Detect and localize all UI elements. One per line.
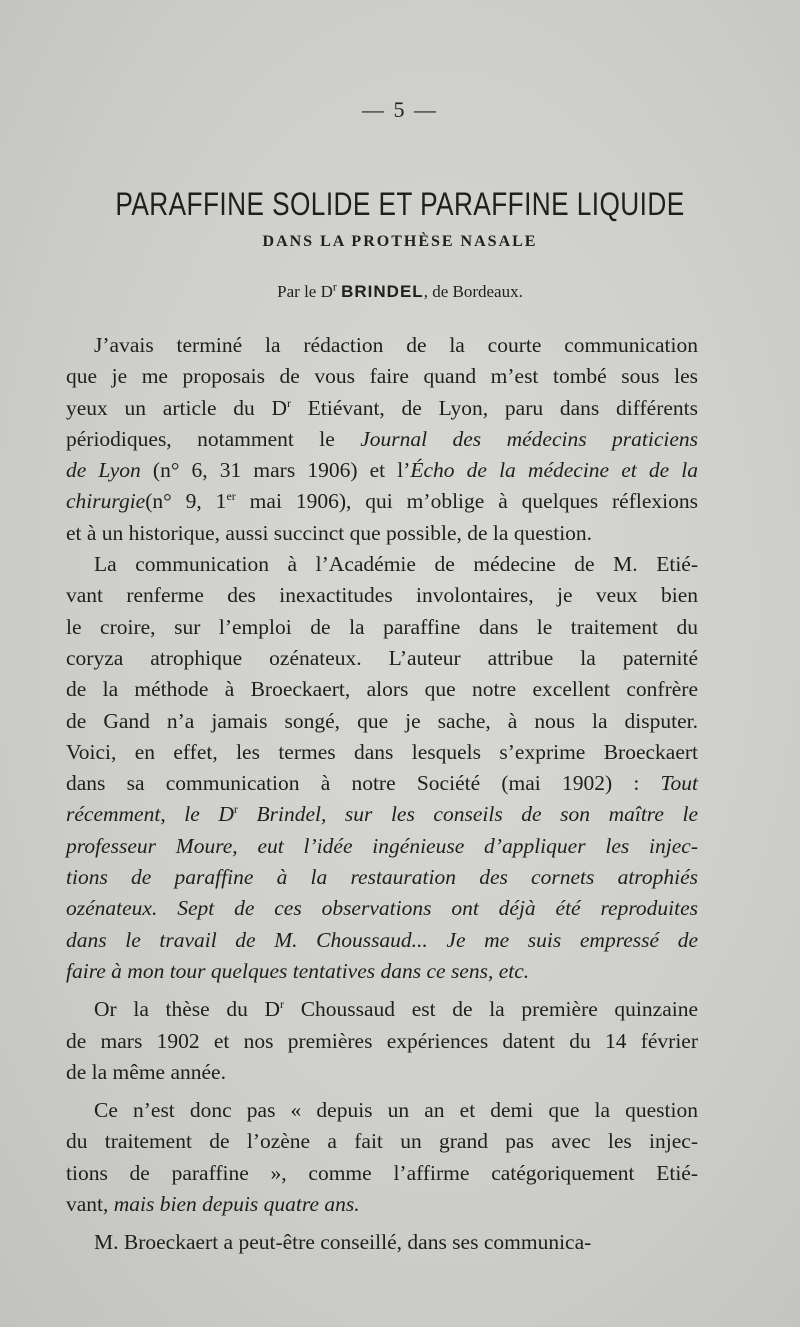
text-line	[66, 455, 698, 486]
text-line	[66, 1189, 698, 1220]
text-run: Etiévant, de Lyon, paru dans différents	[291, 395, 699, 420]
italic-text: ozénateux. Sept de ces observations ont déjà été reproduites	[66, 896, 698, 921]
text-run: que je me proposais de vous faire quand m’est tombé sous les	[66, 364, 698, 389]
text-run: Choussaud est de la première quinzaine	[284, 997, 698, 1022]
italic-text: Tout	[660, 771, 698, 796]
text-run: de la même année.	[66, 1059, 226, 1084]
text-line	[66, 486, 698, 517]
text-line	[66, 1227, 698, 1258]
paragraph	[66, 330, 698, 549]
article-body	[66, 330, 698, 1259]
italic-text: chirurgie	[66, 489, 146, 514]
page-number: — 5 —	[362, 97, 438, 122]
text-line	[66, 393, 698, 424]
text-run: J’avais terminé la rédaction de la courte communication	[94, 333, 698, 357]
italic-text: Brindel, sur les conseils de son maître le	[237, 802, 698, 827]
text-line	[66, 706, 698, 737]
text-line	[66, 862, 698, 893]
paragraph	[66, 549, 698, 987]
byline-suffix: , de Bordeaux.	[423, 282, 523, 301]
text-line	[66, 831, 698, 862]
text-run: de la méthode à Broeckaert, alors que notre excellent confrère	[66, 677, 698, 702]
paragraph	[66, 994, 698, 1088]
italic-text: professeur Moure, eut l’idée ingénieuse d’appliquer les injec-	[66, 833, 698, 858]
text-line	[66, 330, 698, 361]
byline	[0, 279, 800, 302]
text-run: La communication à l’Académie de médecine de M. Etié-	[94, 552, 698, 577]
text-line	[66, 956, 698, 987]
text-line	[66, 643, 698, 674]
italic-text: mais bien depuis quatre ans.	[113, 1192, 360, 1217]
italic-text: Écho de la médecine et de la	[410, 458, 698, 483]
text-line	[66, 1126, 698, 1157]
text-line	[66, 580, 698, 611]
text-line	[66, 1026, 698, 1057]
text-line	[66, 768, 698, 799]
text-line	[66, 424, 698, 455]
text-run: mai 1906), qui m’oblige à quelques réflexions	[235, 489, 698, 514]
text-line	[66, 549, 698, 580]
superscript: er	[226, 489, 236, 504]
text-line	[66, 893, 698, 924]
text-line	[66, 994, 698, 1025]
text-run: (n° 9, 1	[145, 489, 227, 514]
paragraph	[66, 1095, 698, 1220]
paragraph	[66, 1227, 698, 1258]
text-line	[66, 1158, 698, 1189]
text-line	[66, 1095, 698, 1126]
byline-prefix-sup: r	[332, 279, 337, 294]
text-line	[66, 925, 698, 956]
text-run: Voici, en effet, les termes dans lesquels s’exprime Broeckaert	[66, 739, 698, 764]
italic-text: de Lyon	[66, 458, 141, 483]
text-run: vant renferme des inexactitudes involontaires, je veux bien	[66, 583, 698, 608]
text-line	[66, 612, 698, 643]
text-run: tions de paraffine », comme l’affirme catégoriquement Etié-	[66, 1160, 698, 1185]
text-run: coryza atrophique ozénateux. L’auteur attribue la paternité	[66, 645, 698, 670]
text-run: dans sa communication à notre Société (mai 1902) :	[66, 771, 661, 796]
byline-prefix: Par le D	[277, 282, 333, 301]
text-line	[66, 799, 698, 830]
text-line	[66, 1057, 698, 1088]
text-run: le croire, sur l’emploi de la paraffine dans le traitement du	[66, 614, 698, 639]
superscript: r	[287, 395, 292, 410]
text-run: Or la thèse du D	[94, 997, 281, 1022]
italic-text: dans le travail de M. Choussaud... Je me suis empressé de	[66, 927, 698, 952]
author-name: BRINDEL	[341, 282, 424, 301]
italic-text: faire à mon tour quelques tentatives dans ce sens, etc.	[66, 958, 530, 983]
text-run: yeux un article du D	[66, 395, 288, 420]
superscript: r	[233, 802, 238, 817]
text-run: périodiques, notamment le	[66, 426, 361, 451]
text-run: (n° 6, 31 mars 1906) et l’	[140, 458, 411, 483]
text-run: du traitement de l’ozène a fait un grand pas avec les injec-	[66, 1129, 698, 1154]
text-run: vant,	[66, 1192, 114, 1217]
italic-text: tions de paraffine à la restauration des cornets atrophiés	[66, 865, 698, 890]
text-line	[66, 674, 698, 705]
text-run: de mars 1902 et nos premières expériences datent du 14 février	[66, 1028, 698, 1053]
text-line	[66, 518, 698, 549]
text-run: Ce n’est donc pas « depuis un an et demi que la question	[94, 1098, 698, 1123]
article-subtitle: DANS LA PROTHÈSE NASALE	[262, 233, 538, 250]
text-line	[66, 737, 698, 768]
text-line	[66, 361, 698, 392]
text-run: de Gand n’a jamais songé, que je sache, à nous la disputer.	[66, 708, 698, 733]
italic-text: récemment, le D	[66, 802, 234, 827]
article-title: PARAFFINE SOLIDE ET PARAFFINE LIQUIDE	[115, 186, 685, 222]
text-run: M. Broeckaert a peut-être conseillé, dans ses communica-	[94, 1230, 592, 1255]
superscript: r	[280, 997, 285, 1012]
text-run: et à un historique, aussi succinct que possible, de la question.	[66, 520, 593, 545]
italic-text: Journal des médecins praticiens	[360, 426, 698, 451]
